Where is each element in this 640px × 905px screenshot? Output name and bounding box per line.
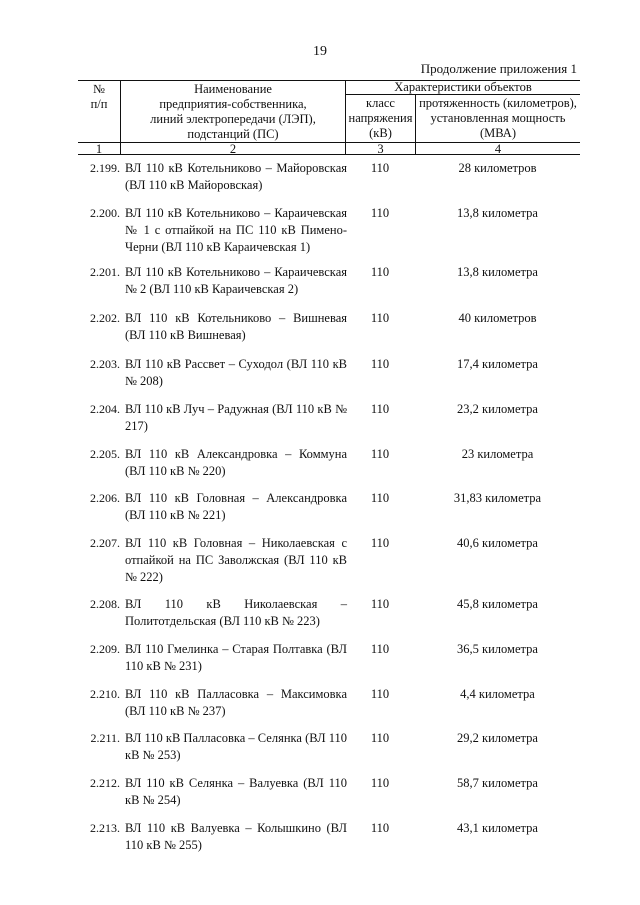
table-header [78,80,580,155]
header-group: Характеристики объектов [394,80,532,94]
row-length: 45,8 километра [457,597,538,611]
row-number: 2.211. [90,731,120,745]
row-name: ВЛ 110 кВ Александровка – Коммуна (ВЛ 110 кВ № 220) [125,447,347,478]
row-voltage: 110 [370,357,390,371]
row-voltage: 110 [370,687,390,701]
row-name: ВЛ 110 кВ Котельниково – Караичевская № 2 (ВЛ 110 кВ Караичевская 2) [125,265,347,296]
row-number: 2.203. [90,357,120,371]
row-length: 43,1 километра [457,821,538,835]
row-voltage: 110 [370,161,390,175]
row-name: ВЛ 110 кВ Николаевская – Политотдельская (ВЛ 110 кВ № 223) [125,597,347,628]
row-name: ВЛ 110 кВ Луч – Радужная (ВЛ 110 кВ № 217) [125,402,347,433]
row-voltage: 110 [370,265,390,279]
row-voltage: 110 [370,597,390,611]
row-number: 2.212. [90,776,120,790]
row-voltage: 110 [370,536,390,550]
row-number: 2.213. [90,821,120,835]
row-name: ВЛ 110 кВ Палласовка – Максимовка (ВЛ 110 кВ № 237) [125,687,347,718]
row-name: ВЛ 110 кВ Рассвет – Суходол (ВЛ 110 кВ № 208) [125,357,347,388]
row-number: 2.199. [90,161,120,175]
row-length: 23,2 километра [457,402,538,416]
row-voltage: 110 [370,447,390,461]
row-length: 13,8 километра [457,265,538,279]
row-length: 40 километров [458,311,537,325]
header-name: Наименование предприятия-собственника, линий электропередачи (ЛЭП), подстанций (ПС) [150,82,316,141]
row-name: ВЛ 110 Гмелинка – Старая Полтавка (ВЛ 110 кВ № 231) [125,642,347,673]
row-length: 29,2 километра [457,731,538,745]
row-number: 2.201. [90,265,120,279]
row-name: ВЛ 110 кВ Палласовка – Селянка (ВЛ 110 кВ № 253) [125,731,347,762]
row-length: 17,4 километра [457,357,538,371]
row-name: ВЛ 110 кВ Головная – Александровка (ВЛ 110 кВ № 221) [125,491,347,522]
row-number: 2.207. [90,536,120,550]
row-length: 40,6 километра [457,536,538,550]
row-name: ВЛ 110 кВ Валуевка – Колышкино (ВЛ 110 кВ № 255) [125,821,347,852]
continuation-note: Продолжение приложения 1 [420,61,577,76]
row-name: ВЛ 110 кВ Котельниково – Караичевская № 1 с отпайкой на ПС 110 кВ Пимено-Черни (ВЛ 110 кВ Караичевская 1) [125,206,347,254]
row-number: 2.200. [90,206,120,220]
row-number: 2.202. [90,311,120,325]
header-num: № п/п [90,82,108,111]
row-voltage: 110 [370,491,390,505]
row-number: 2.210. [90,687,120,701]
row-voltage: 110 [370,206,390,220]
row-length: 28 километров [458,161,537,175]
header-voltage: класс напряжения (кВ) [348,96,413,140]
row-number: 2.205. [90,447,120,461]
row-name: ВЛ 110 кВ Котельниково – Майоровская (ВЛ 110 кВ Майоровская) [125,161,347,192]
row-number: 2.208. [90,597,120,611]
row-name: ВЛ 110 кВ Головная – Николаевская с отпайкой на ПС Заволжская (ВЛ 110 кВ № 222) [125,536,347,584]
header-length: протяженность (километров), установленная мощность (МВА) [419,96,577,140]
row-voltage: 110 [370,821,390,835]
row-number: 2.204. [90,402,120,416]
row-length: 13,8 километра [457,206,538,220]
row-length: 4,4 километра [460,687,535,701]
row-voltage: 110 [370,642,390,656]
row-length: 23 километра [461,447,534,461]
row-voltage: 110 [370,731,390,745]
page-number: 19 [313,44,327,59]
row-length: 36,5 километра [457,642,538,656]
row-name: ВЛ 110 кВ Селянка – Валуевка (ВЛ 110 кВ № 254) [125,776,347,807]
row-name: ВЛ 110 кВ Котельниково – Вишневая (ВЛ 110 кВ Вишневая) [125,311,347,342]
header-index-1: 1 [95,142,103,156]
row-number: 2.206. [90,491,120,505]
header-index-3: 3 [377,142,384,156]
row-length: 58,7 километра [457,776,538,790]
row-length: 31,83 километра [453,491,542,505]
row-voltage: 110 [370,402,390,416]
header-index-2: 2 [229,142,237,156]
header-index-4: 4 [494,142,502,156]
row-number: 2.209. [90,642,120,656]
row-voltage: 110 [370,311,390,325]
row-voltage: 110 [370,776,390,790]
